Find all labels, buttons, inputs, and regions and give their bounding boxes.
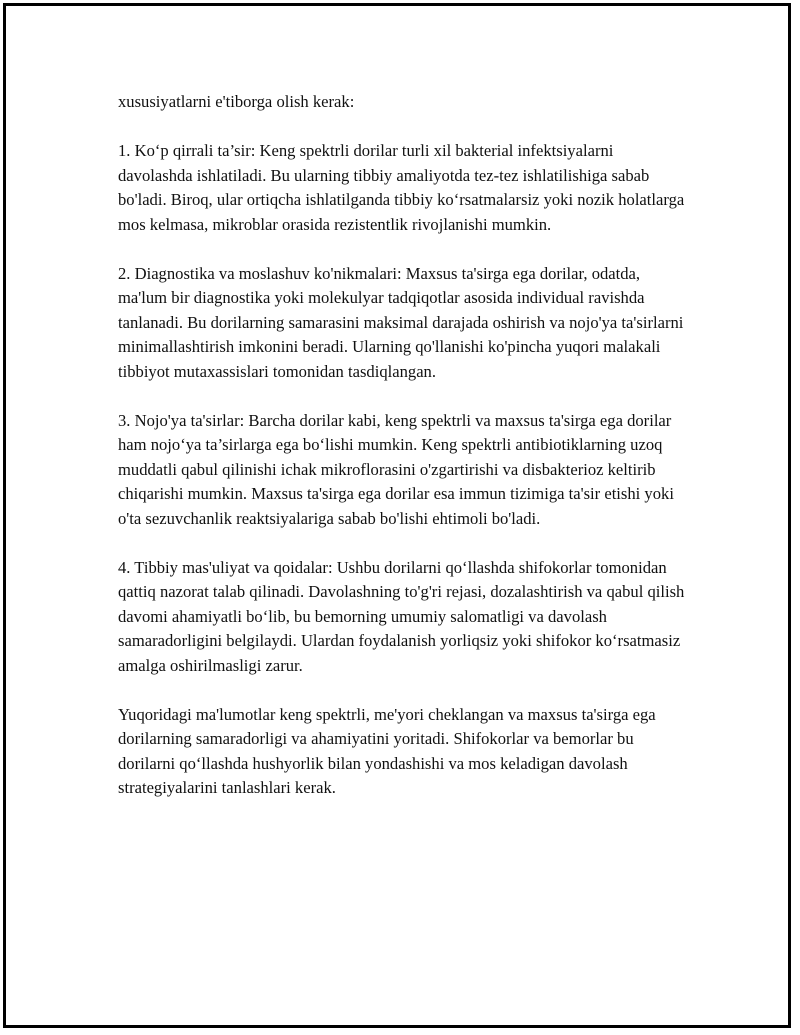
paragraph-side-effects: 3. Nojo'ya ta'sirlar: Barcha dorilar kabi, keng spektrli va maxsus ta'sirga ega dorilar ham nojo‘ya ta’sirlarga ega bo‘lishi mumkin. Keng spektrli antibiotiklarning uzoq muddatli qabul qilinishi ichak mikroflorasini o'zgartirishi va disbakterioz keltirib chiqarishi mumkin. Maxsus ta'sirga ega dorilar esa immun tizimiga ta'sir etishi yoki o'ta sezuvchanlik reaktsiyalariga sabab bo'lishi ehtimoli bo'ladi. bbox=[118, 410, 674, 528]
document-body bbox=[118, 90, 688, 825]
paragraph-medical-responsibility: 4. Tibbiy mas'uliyat va qoidalar: Ushbu dorilarni qo‘llashda shifokorlar tomonidan qattiq nazorat talab qilinadi. Davolashning to'g'ri rejasi, dozalashtirish va qabul qilish davomi ahamiyatli bo‘lib, bu bemorning umumiy salomatligi va davolash samaradorligini belgilaydi. Ulardan foydalanish yorliqsiz yoki shifokor ko‘rsatmasiz amalga oshirilmasligi zarur. bbox=[118, 557, 685, 675]
paragraph-multifaceted-effect: 1. Ko‘p qirrali ta’sir: Keng spektrli dorilar turli xil bakterial infektsiyalarni davolashda ishlatiladi. Bu ularning tibbiy amaliyotda tez-tez ishlatilishiga sabab bo'ladi. Biroq, ular ortiqcha ishlatilganda tibbiy ko‘rsatmalarsiz yoki nozik holatlarga mos kelmasa, mikroblar orasida rezistentlik rivojlanishi mumkin. bbox=[118, 141, 685, 234]
conclusion-paragraph: Yuqoridagi ma'lumotlar keng spektrli, me'yori cheklangan va maxsus ta'sirga ega dorilarning samaradorligi va ahamiyatini yoritadi. Shifokorlar va bemorlar bu dorilarni qo‘llashda hushyorlik bilan yondashishi va mos keladigan davolash strategiyalarini tanlashlari kerak. bbox=[118, 704, 656, 797]
intro-paragraph: xususiyatlarni e'tiborga olish kerak: bbox=[118, 92, 355, 111]
paragraph-diagnostics: 2. Diagnostika va moslashuv ko'nikmalari: Maxsus ta'sirga ega dorilar, odatda, ma'lum bir diagnostika yoki molekulyar tadqiqotlar asosida individual ravishda tanlanadi. Bu dorilarning samarasini maksimal darajada oshirish va nojo'ya ta'sirlarni minimallashtirish imkonini beradi. Ularning qo'llanishi ko'pincha yuqori malakali tibbiyot mutaxassislari tomonidan tasdiqlangan. bbox=[118, 263, 684, 381]
